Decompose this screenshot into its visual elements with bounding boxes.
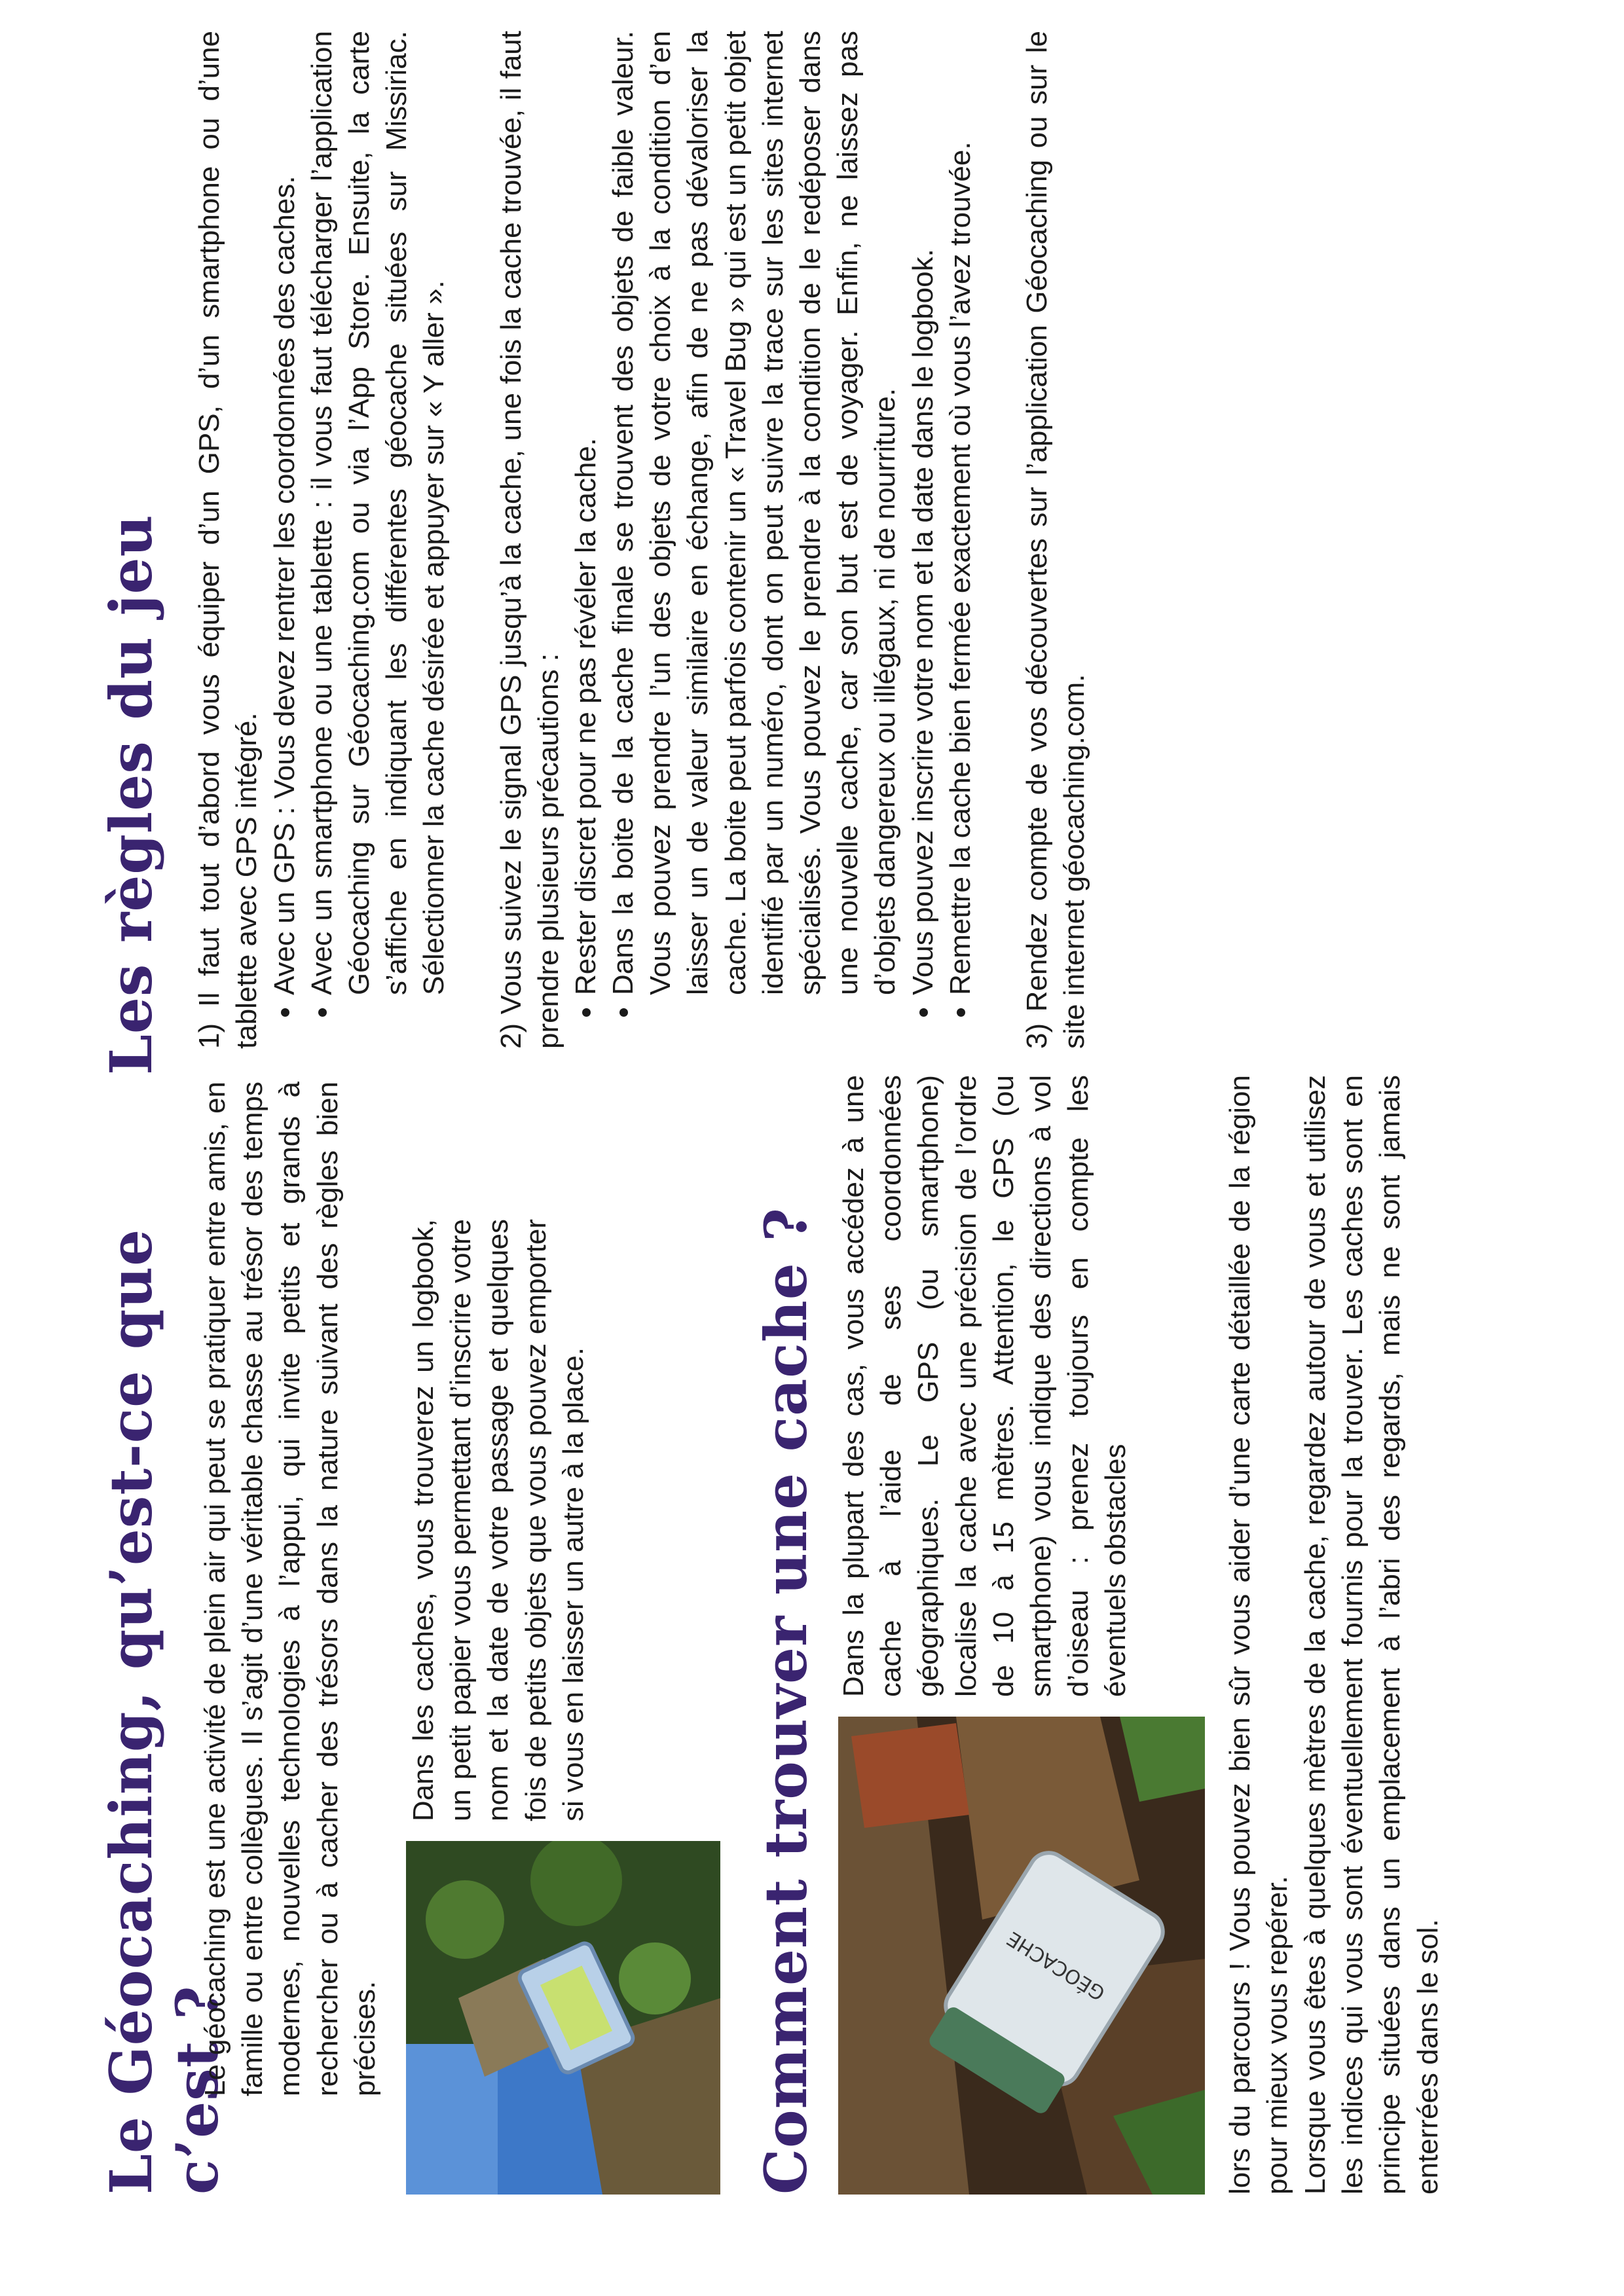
- find-paragraph-last: Lorsque vous êtes à quelques mètres de la cache, regardez autour de vous et utilisez les indices qui vous sont éventuellement fournis pour la trouver. Les caches sont en principe situées dans un emplacement à l’abri des regards, mais ne sont jamais enterrées dans le sol.: [1299, 1075, 1444, 2195]
- rule-step-1: 1) Il faut tout d’abord vous équiper d’un GPS, d’un smartphone ou d’une tablette avec GPS intégré.: [193, 31, 263, 1049]
- intro-paragraph: Le géocaching est une activité de plein air qui peut se pratiquer entre amis, en famille ou entre collègues. Il s’agit d’une véritable chasse au trésor des temps modernes, nouvelles technologies à l’appui, qui invite petits et grands à rechercher ou à cacher des trésors dans la nature suivant des règles bien précises.: [199, 1082, 381, 2096]
- rule-step-2: 2) Vous suivez le signal GPS jusqu’à la cache, une fois la cache trouvée, il faut prendre plusieurs précautions :: [494, 31, 564, 1049]
- rule-step-2-bullet: • Dans la boite de la cache finale se trouvent des objets de faible valeur. Vous pouvez prendre l’un des objets de votre choix à la condition d’en laisser un de valeur similaire en échange, afin de ne pas dévaloriser la cache. La boite peut parfois contenir un « Travel Bug » qui est un petit objet identifié par un numéro, dont on peut suivre la trace sur les sites internet spécialisés. Vous pouvez le prendre à la condition de le redéposer dans une nouvelle cache, car son but est de voyager. Enfin, ne laissez pas d’objets dangereux ou illégaux, ni de nourriture.: [604, 31, 904, 995]
- find-paragraph-column: Dans la plupart des cas, vous accédez à une cache à l’aide de ses coordonnées géographiques. Le GPS (ou smartphone) localise la cache avec une précision de l’ordre de 10 à 15 mètres. Attention, le GPS (ou smartphone) vous indique des directions à vol d’oiseau : prenez toujours en compte les éventuels obstacles: [838, 1075, 1132, 1697]
- find-paragraph-continued: lors du parcours ! Vous pouvez bien sûr vous aider d’une carte détaillée de la région pour mieux vous repérer.: [1224, 1075, 1294, 2195]
- rule-step-1-list: [266, 31, 453, 1049]
- geocache-jar-image: [838, 1717, 1205, 2195]
- photo-geocache-jar: [838, 1717, 1205, 2195]
- rule-step-2-bullet: • Rester discret pour ne pas révéler la cache.: [567, 31, 604, 995]
- rule-step-3: 3) Rendez compte de vos découvertes sur l’application Géocaching ou sur le site internet géocaching.com.: [1020, 31, 1091, 1049]
- rule-step-1-bullet: • Avec un GPS : Vous devez rentrer les coordonnées des caches.: [266, 31, 303, 995]
- rule-step-1-bullet: • Avec un smartphone ou une tablette : il vous faut télécharger l’application Géocaching sur Géocaching.com ou via l’App Store. Ensuite, la carte s’affiche en indiquant les différentes géocache situées sur Missiriac. Sélectionner la cache désirée et appuyer sur « Y aller ».: [303, 31, 453, 995]
- title-rules: Les règles du jeu: [97, 514, 165, 1075]
- title-what-is-geocaching: Le Géocaching, qu’est-ce que c’est ?: [97, 1228, 232, 2195]
- rule-step-2-list: [567, 31, 979, 1049]
- title-how-to-find-cache: Comment trouver une cache ?: [752, 1207, 820, 2195]
- jar-label: GÉOCACHE: [1003, 1926, 1109, 2005]
- rule-step-2-bullet: • Remettre la cache bien fermée exactement où vous l’avez trouvée.: [942, 31, 979, 995]
- photo-cache-box: [406, 1841, 720, 2195]
- logbook-paragraph: Dans les caches, vous trouverez un logbook, un petit papier vous permettant d’inscrire votre nom et la date de votre passage et quelques fois de petits objets que vous pouvez emporter si vous en laisser un autre à la place.: [407, 1219, 589, 1821]
- cache-box-image: [406, 1841, 720, 2195]
- rule-step-2-bullet: • Vous pouvez inscrire votre nom et la date dans le logbook.: [904, 31, 942, 995]
- right-column: [97, 31, 1093, 1075]
